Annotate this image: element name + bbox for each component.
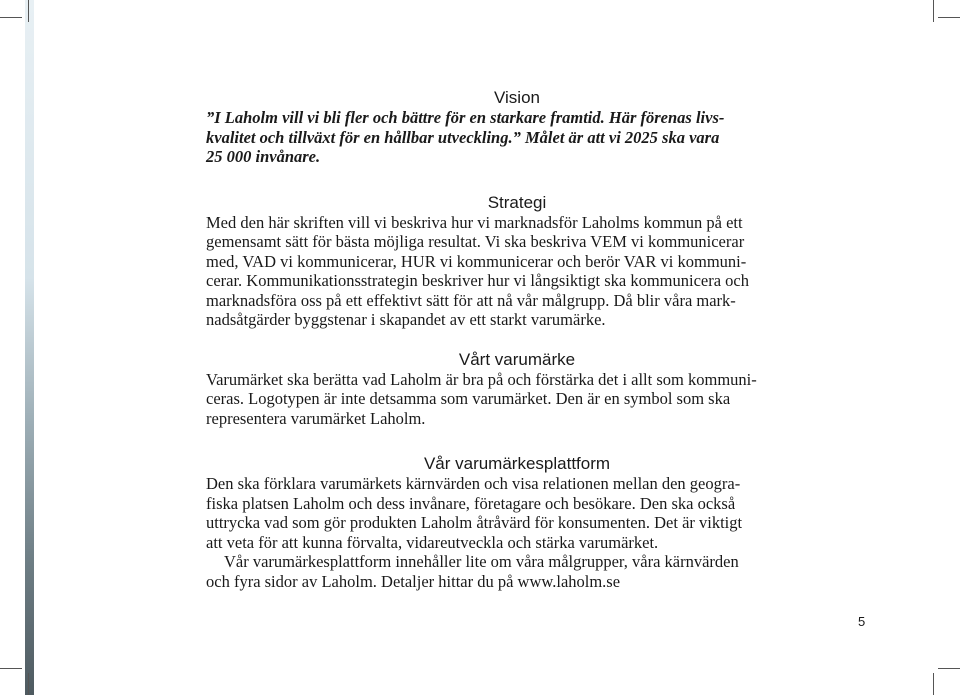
- crop-mark-bottom-left-v: [28, 673, 29, 695]
- cover-image-edge: [25, 0, 34, 695]
- varumarke-line: Varumärket ska berätta vad Laholm är bra på och förstärka det i allt som kommuni-: [206, 369, 757, 389]
- crop-mark-top-left-v: [28, 0, 29, 22]
- crop-mark-top-left-h: [0, 17, 22, 18]
- heading-vision: Vision: [494, 88, 540, 107]
- vision-line: kvalitet och tillväxt för en hållbar utveckling.” Målet är att vi 2025 ska vara: [206, 127, 720, 147]
- vision-line: ”I Laholm vill vi bli fler och bättre för en starkare framtid. Här förenas livs-: [206, 108, 725, 127]
- crop-mark-top-right-v: [933, 0, 934, 22]
- strategi-line: marknadsföra oss på ett effektivt sätt för att nå vår målgrupp. Då blir våra mark-: [206, 290, 736, 310]
- page-content: [206, 88, 768, 591]
- plattform-indented-line: Vår varumärkesplattform innehåller lite om våra målgrupper, våra kärnvärden: [224, 552, 739, 571]
- heading-varumarke: Vårt varumärke: [458, 349, 576, 369]
- varumarke-line: representera varumärket Laholm.: [206, 408, 426, 428]
- crop-mark-bottom-left-h: [0, 668, 22, 669]
- strategi-line: nadsåtgärder byggstenar i skapandet av ett starkt varumärke.: [206, 310, 606, 329]
- crop-mark-bottom-right-v: [933, 673, 934, 695]
- plattform-line: Den ska förklara varumärkets kärnvärden och visa relationen mellan den geogra-: [206, 474, 741, 493]
- plattform-line: och fyra sidor av Laholm. Detaljer hittar du på www.laholm.se: [206, 571, 621, 591]
- plattform-line: uttrycka vad som gör produkten Laholm åtråvärd för konsumenten. Det är viktigt: [206, 513, 743, 532]
- section-vision: [206, 88, 768, 167]
- heading-strategi: Strategi: [487, 192, 547, 212]
- crop-mark-bottom-right-h: [938, 668, 960, 669]
- page-number: 5: [858, 614, 866, 629]
- strategi-line: cerar. Kommunikationsstrategin beskriver hur vi långsiktigt ska kommunicera och: [206, 271, 749, 290]
- section-plattform: [206, 454, 768, 591]
- vision-line: 25 000 invånare.: [206, 147, 321, 166]
- strategi-line: Med den här skriften vill vi beskriva hur vi marknadsför Laholms kommun på ett: [206, 212, 743, 232]
- strategi-line: med, VAD vi kommunicerar, HUR vi kommunicerar och berör VAR vi kommuni-: [206, 251, 747, 271]
- plattform-line: att veta för att kunna förvalta, vidareutveckla och stärka varumärket.: [206, 532, 659, 552]
- heading-plattform: Vår varumärkesplattform: [423, 454, 611, 473]
- plattform-line: fiska platsen Laholm och dess invånare, företagare och besökare. Den ska också: [206, 493, 736, 513]
- section-varumarke: [206, 350, 768, 429]
- varumarke-line: ceras. Logotypen är inte detsamma som varumärket. Den är en symbol som ska: [206, 389, 731, 408]
- strategi-line: gemensamt sätt för bästa möjliga resultat. Vi ska beskriva VEM vi kommunicerar: [206, 232, 745, 251]
- crop-mark-top-right-h: [938, 17, 960, 18]
- section-strategi: [206, 193, 768, 330]
